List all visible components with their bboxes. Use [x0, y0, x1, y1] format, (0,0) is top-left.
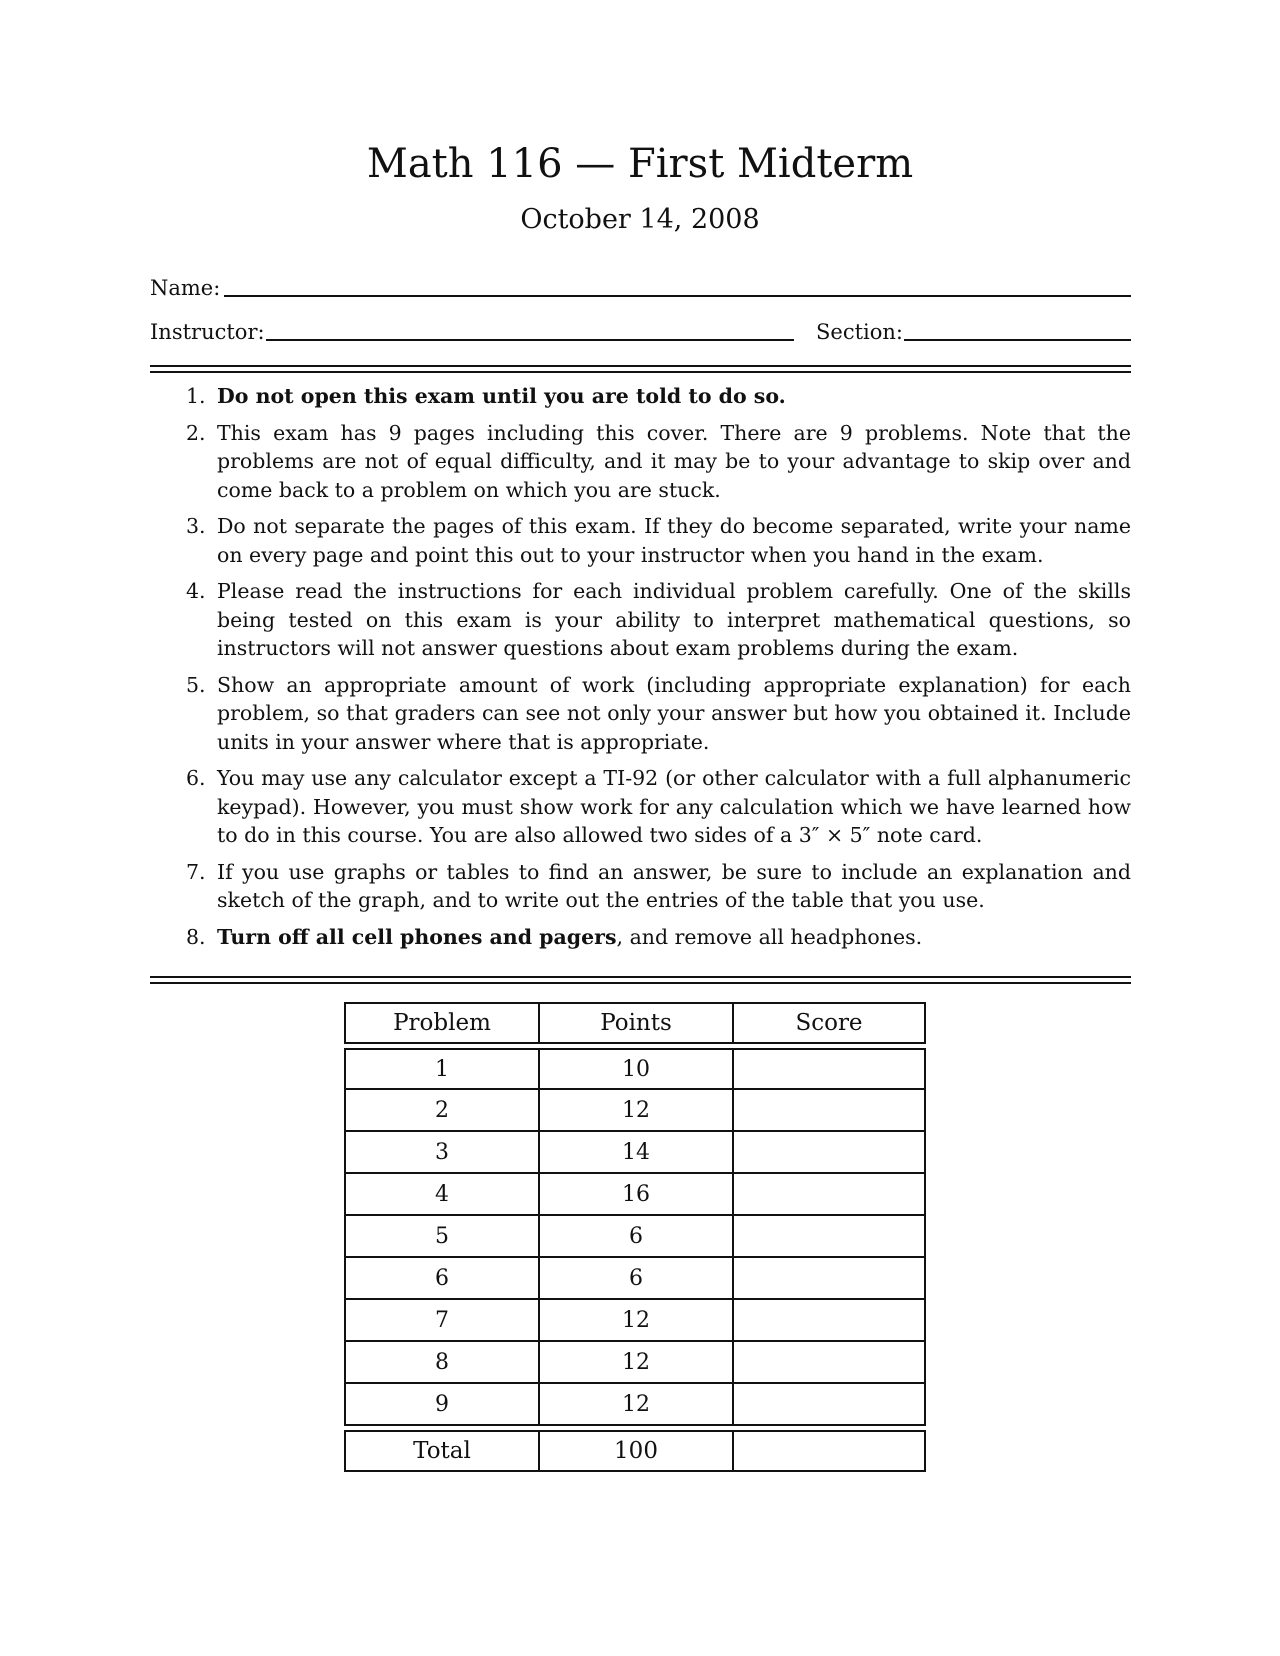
- score-cell[interactable]: [732, 1342, 926, 1384]
- instruction-text: Please read the instructions for each individual problem carefully. One of the skills being tested on this exam is your ability to interpret mathematical questions, so instructors will not answer questions about exam problems during the exam.: [217, 579, 1131, 660]
- problem-cell: 6: [344, 1258, 538, 1300]
- problem-cell: 8: [344, 1342, 538, 1384]
- points-cell: 12: [538, 1384, 732, 1426]
- instruction-item: [186, 671, 1131, 757]
- instruction-number: 4.: [186, 579, 206, 603]
- instruction-bold-text: Turn off all cell phones and pagers: [217, 924, 617, 949]
- instructor-line[interactable]: [266, 339, 794, 341]
- instruction-item: [186, 577, 1131, 663]
- instruction-number: 6.: [186, 766, 206, 790]
- section-label: Section:: [816, 320, 903, 344]
- score-table: [344, 1002, 926, 1472]
- column-header: Score: [732, 1002, 926, 1044]
- score-cell[interactable]: [732, 1048, 926, 1090]
- points-cell: 6: [538, 1216, 732, 1258]
- section-line[interactable]: [904, 339, 1131, 341]
- top-double-rule: [150, 365, 1131, 373]
- score-cell[interactable]: [732, 1132, 926, 1174]
- instruction-item: [186, 382, 1131, 411]
- instruction-item: [186, 923, 1131, 952]
- score-cell[interactable]: [732, 1300, 926, 1342]
- problem-cell: 7: [344, 1300, 538, 1342]
- points-cell: 16: [538, 1174, 732, 1216]
- instruction-number: 2.: [186, 420, 206, 445]
- score-cell[interactable]: [732, 1174, 926, 1216]
- score-cell[interactable]: [732, 1090, 926, 1132]
- name-label: Name:: [150, 276, 221, 300]
- score-cell[interactable]: [732, 1216, 926, 1258]
- table-row: [344, 1342, 926, 1384]
- table-row: [344, 1048, 926, 1090]
- points-cell: 10: [538, 1048, 732, 1090]
- score-table-header-row: [344, 1002, 926, 1044]
- points-cell: 12: [538, 1090, 732, 1132]
- problem-cell: 4: [344, 1174, 538, 1216]
- instruction-number: 1.: [186, 384, 206, 408]
- problem-cell: 5: [344, 1216, 538, 1258]
- points-cell: 12: [538, 1342, 732, 1384]
- instruction-text: This exam has 9 pages including this cover. There are 9 problems. Note that the problems are not of equal difficulty, and it may be to your advantage to skip over and come back to a problem on which you are stuck.: [217, 420, 1131, 502]
- score-cell[interactable]: [732, 1258, 926, 1300]
- instruction-item: [186, 512, 1131, 569]
- problem-cell: 2: [344, 1090, 538, 1132]
- problem-cell: 3: [344, 1132, 538, 1174]
- exam-title: Math 116 — First Midterm: [366, 141, 914, 187]
- total-label-cell: Total: [344, 1430, 538, 1472]
- table-row: [344, 1258, 926, 1300]
- bottom-double-rule: [150, 976, 1131, 984]
- points-cell: 14: [538, 1132, 732, 1174]
- problem-cell: 9: [344, 1384, 538, 1426]
- instruction-text: Show an appropriate amount of work (including appropriate explanation) for each problem, so that graders can see not only your answer but how you obtained it. Include units in your answer where that is appropriate.: [217, 672, 1131, 754]
- table-row: [344, 1090, 926, 1132]
- instructions-list: [186, 382, 1131, 959]
- instructor-label: Instructor:: [150, 320, 265, 344]
- instruction-text: Do not separate the pages of this exam. If they do become separated, write your name on every page and point this out to your instructor when you hand in the exam.: [217, 514, 1131, 567]
- total-points-cell: 100: [538, 1430, 732, 1472]
- problem-cell: 1: [344, 1048, 538, 1090]
- instruction-bold-text: Do not open this exam until you are told to do so.: [217, 384, 786, 408]
- total-score-cell[interactable]: [732, 1430, 926, 1472]
- table-row: [344, 1174, 926, 1216]
- instruction-number: 7.: [186, 859, 206, 884]
- instruction-number: 8.: [186, 924, 206, 949]
- column-header: Problem: [344, 1002, 538, 1044]
- instruction-number: 5.: [186, 672, 206, 697]
- table-row: [344, 1132, 926, 1174]
- instruction-text: You may use any calculator except a TI-92 (or other calculator with a full alphanumeric keypad). However, you must show work for any calculation which we have learned how to do in this course. You are also allowed two sides of a 3″ × 5″ note card.: [217, 766, 1131, 847]
- instruction-text: If you use graphs or tables to find an answer, be sure to include an explanation and sketch of the graph, and to write out the entries of the table that you use.: [217, 859, 1131, 912]
- instruction-text: , and remove all headphones.: [616, 924, 923, 949]
- exam-date: October 14, 2008: [520, 204, 760, 235]
- table-row: [344, 1384, 926, 1426]
- score-cell[interactable]: [732, 1384, 926, 1426]
- instruction-item: [186, 858, 1131, 915]
- instruction-item: [186, 419, 1131, 505]
- total-row: [344, 1430, 926, 1472]
- instruction-item: [186, 764, 1131, 850]
- instruction-number: 3.: [186, 514, 206, 538]
- points-cell: 12: [538, 1300, 732, 1342]
- table-row: [344, 1300, 926, 1342]
- name-line[interactable]: [224, 295, 1131, 297]
- points-cell: 6: [538, 1258, 732, 1300]
- column-header: Points: [538, 1002, 732, 1044]
- table-row: [344, 1216, 926, 1258]
